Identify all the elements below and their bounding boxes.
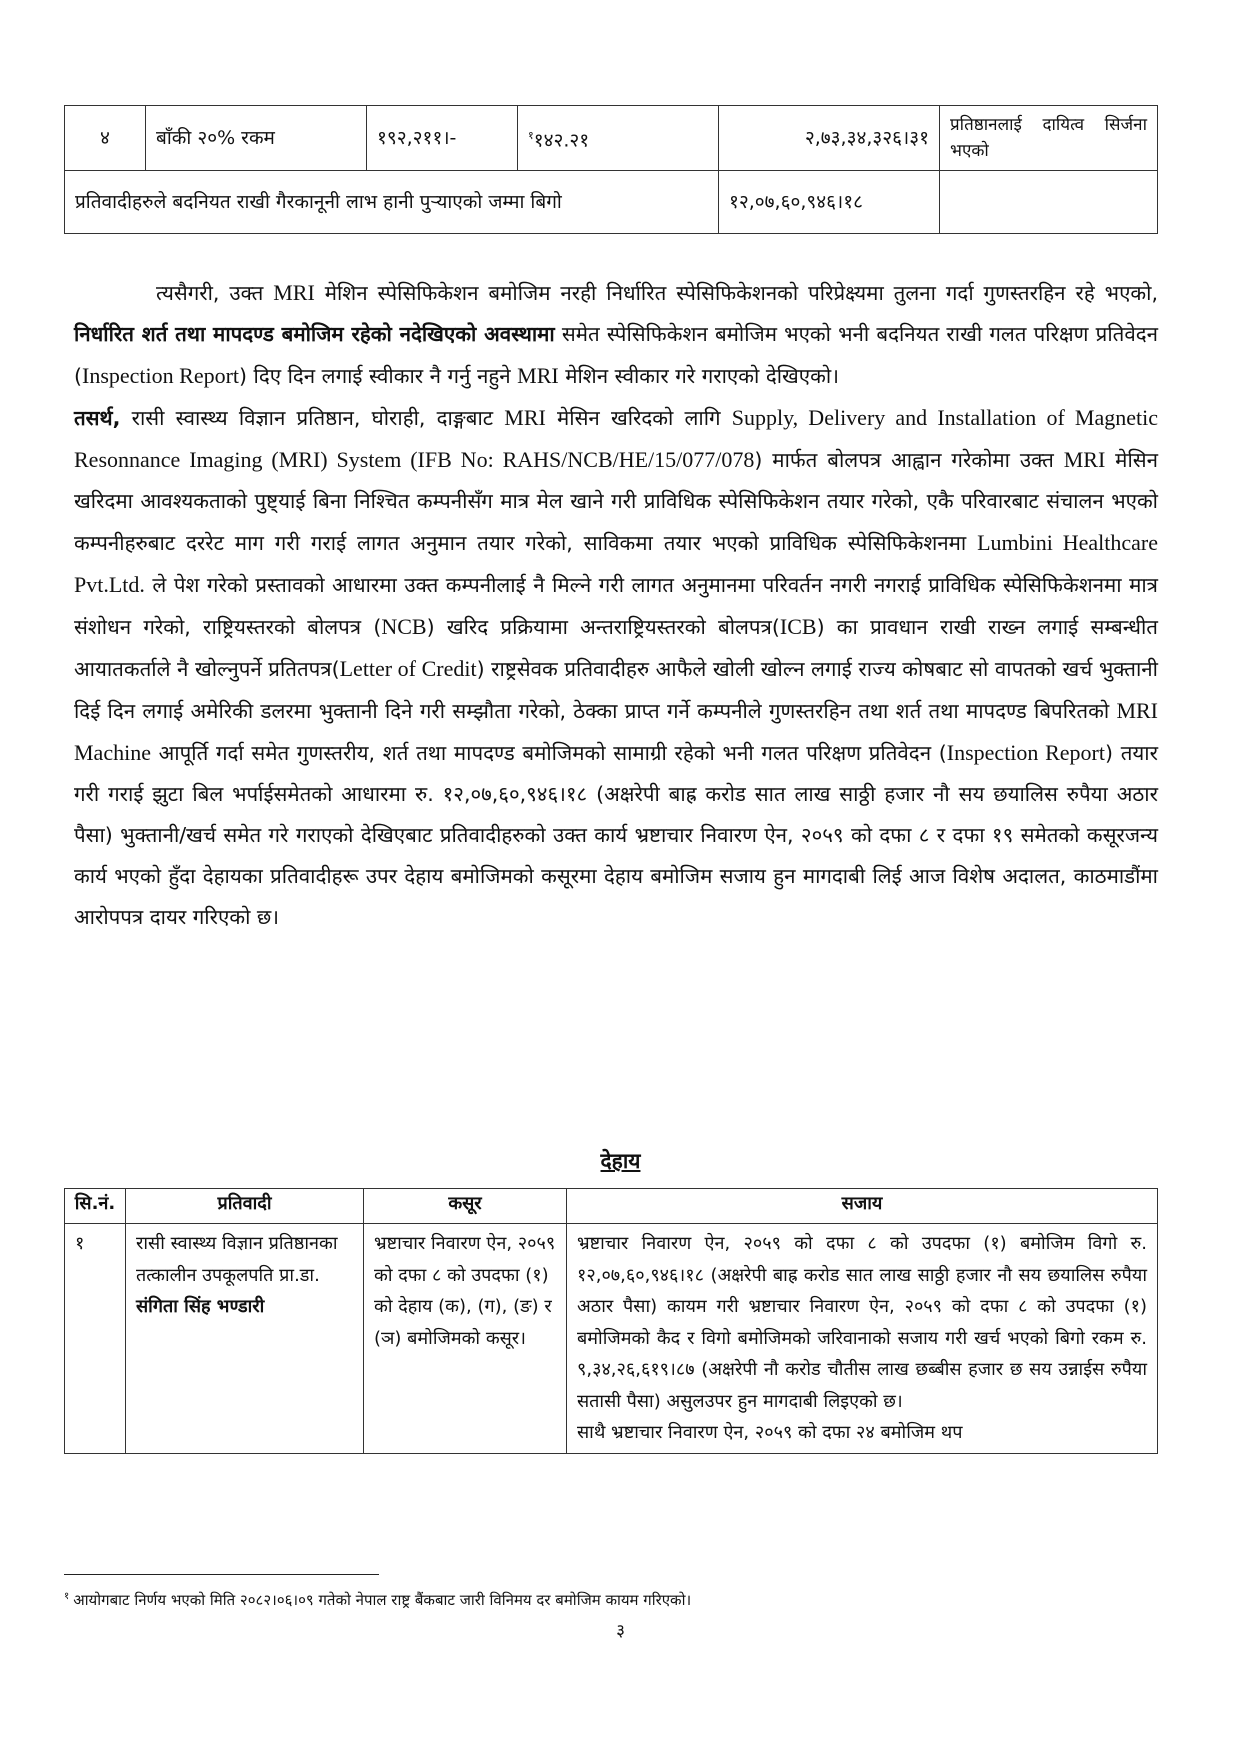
- text-run: मेसिन खरिदको लागि: [545, 406, 732, 430]
- page-number: ३: [616, 1621, 625, 1641]
- text-run: त्यसैगरी, उक्त: [156, 281, 274, 305]
- defendant-name: संगिता सिंह भण्डारी: [136, 1296, 265, 1317]
- table-header-row: [65, 1189, 1158, 1224]
- defendants-table: [64, 1188, 1158, 1454]
- paragraph-2: [74, 397, 1158, 938]
- footnote-text: आयोगबाट निर्णय भएको मिति २०८२।०६।०९ गतेको नेपाल राष्ट्र बैंकबाट जारी विनिमय दर बमोजिम कायम गरिएको।: [73, 1591, 692, 1609]
- total-row: [65, 171, 1158, 234]
- text-run: ले पेश गरेको प्रस्तावको आधारमा उक्त कम्पनीलाई नै मिल्ने गरी लागत अनुमानमा परिवर्तन नगरी नगराई प्राविधिक स्पेसिफिकेशनमा मात्र संशोधन गरेको, राष्ट्रियस्तरको बोलपत्र (: [74, 573, 1158, 639]
- exchange-rate: [518, 106, 719, 171]
- section-heading: देहाय: [600, 1149, 641, 1173]
- penalty-text: भ्रष्टाचार निवारण ऐन, २०५९ को दफा ८ को उपदफा (१) बमोजिम विगो रु. १२,०७,६०,९४६।१८ (अक्षरेपी बाह्र करोड सात लाख साठ्ठी हजार नौ सय छयालिस रुपैया अठार पैसा) कायम गरी भ्रष्टाचार निवारण ऐन, २०५९ को दफा ८ को उपदफा (१) बमोजिमको कैद र विगो बमोजिमको जरिवानाको सजाय गरी खर्च भएको बिगो रकम रु. ९,३४,२६,६१९।८७ (अक्षरेपी नौ करोड चौतीस लाख छब्बीस हजार छ सय उन्नाईस रुपैया सतासी पैसा) असुलउपर हुन मागदाबी लिइएको छ।: [577, 1233, 1147, 1412]
- exchange-rate-value: १४२.२१: [533, 129, 590, 152]
- text-run: आपूर्ति गर्दा समेत गुणस्तरीय, शर्त तथा मापदण्ड बमोजिमको सामाग्री रहेको भनी गलत परिक्षण प्रतिवेदन (: [150, 741, 947, 765]
- npr-amount: २,७३,३४,३२६।३१: [719, 106, 940, 171]
- text-run: Lumbini Healthcare Pvt.Ltd.: [74, 530, 1158, 597]
- usd-amount: १९२,२११।-: [367, 106, 518, 171]
- emphasis-text: निर्धारित शर्त तथा मापदण्ड बमोजिम रहेको नदेखिएको अवस्थामा: [74, 322, 555, 346]
- text-run: MRI: [273, 280, 315, 305]
- text-run: ) राष्ट्रसेवक प्रतिवादीहरु आफैले खोली खोल्न लगाई राज्य कोषबाट सो वापतको खर्च भुक्तानी दिई दिन लगाई अमेरिकी डलरमा भुक्तानी दिने गरी सम्झौता गरेको, ठेक्का प्राप्त गर्ने कम्पनीले गुणस्तरहिन तथा शर्त तथा मापदण्ड बिपरितको: [74, 657, 1158, 723]
- footnote-marker: १: [64, 1591, 70, 1602]
- text-run: मेसिन खरिदमा आवश्यकताको पुष्ट्याई बिना निश्चित कम्पनीसँग मात्र मेल खाने गरी प्राविधिक स्पेसिफिकेशन तयार गरेको, एकै परिवारबाट संचालन भएको कम्पनीहरुबाट दररेट माग गरी गराई लागत अनुमान तयार गरेको, साविकमा तयार भएको प्राविधिक स्पेसिफिकेशनमा: [74, 448, 1158, 555]
- text-run: ) मार्फत बोलपत्र आह्वान गरेकोमा उक्त: [754, 448, 1064, 472]
- text-run: ) खरिद प्रक्रियामा अन्तराष्ट्रियस्तरको बोलपत्र(: [426, 615, 780, 639]
- text-run: NCB: [381, 614, 427, 639]
- remark-cell: [940, 106, 1158, 171]
- offense-cell: भ्रष्टाचार निवारण ऐन, २०५९ को दफा ८ को उपदफा (१) को देहाय (क), (ग), (ङ) र (ञ) बमोजिमको कसूर।: [364, 1224, 567, 1454]
- text-run: ) तयार गरी गराई झुटा बिल भर्पाईसमेतको आधारमा रु. १२,०७,६०,९४६।१८ (अक्षरेपी बाह्र करोड सात लाख साठ्ठी हजार नौ सय छयालिस रुपैया अठार पैसा) भुक्तानी/खर्च समेत गरे गराएको देखिएबाट प्रतिवादीहरुको उक्त कार्य भ्रष्टाचार निवारण ऐन, २०५९ को दफा ८ र दफा १९ समेतको कसूरजन्य कार्य भएको हुँदा देहायका प्रतिवादीहरू उपर देहाय बमोजिमको कसूरमा देहाय बमोजिम सजाय हुन मागदाबी लिई आज विशेष अदालत, काठमाडौंमा आरोपपत्र दायर गरिएको छ।: [74, 741, 1158, 929]
- amount-table: [64, 105, 1158, 234]
- text-run: मेशिन स्वीकार गरे गराएको देखिएको।: [558, 364, 839, 388]
- text-run: Inspection Report: [946, 740, 1105, 765]
- column-header-penalty: सजाय: [567, 1189, 1158, 1224]
- text-run: समेत स्पेसिफिकेशन बमोजिम भएको भनी बदनियत राखी गलत परिक्षण प्रतिवेदन (: [74, 322, 1158, 388]
- text-run: ) दिए दिन लगाई स्वीकार नै गर्नु नहुने: [239, 364, 518, 388]
- remark-line-1: प्रतिष्ठानलाई दायित्व सिर्जना: [950, 115, 1147, 135]
- item-description: बाँकी २०% रकम: [146, 106, 367, 171]
- defendant-title: रासी स्वास्थ्य विज्ञान प्रतिष्ठानका तत्कालीन उपकूलपति प्रा.डा.: [136, 1233, 338, 1286]
- text-run: रासी स्वास्थ्य विज्ञान प्रतिष्ठान, घोराही, दाङ्गबाट: [120, 406, 505, 430]
- total-amount: १२,०७,६०,९४६।१८: [719, 171, 940, 234]
- total-remark: [940, 171, 1158, 234]
- text-run: MRI: [517, 363, 559, 388]
- paragraph-1: [74, 272, 1158, 397]
- text-run: Inspection Report: [82, 363, 240, 388]
- footnote-marker: १: [528, 128, 534, 142]
- serial-number: ४: [65, 106, 146, 171]
- penalty-cell: [567, 1224, 1158, 1454]
- text-run: MRI: [1063, 447, 1106, 472]
- text-run: ICB: [779, 614, 817, 639]
- column-header-offense: कसूर: [364, 1189, 567, 1224]
- table-row: [65, 1224, 1158, 1454]
- text-run: Supply, Delivery and Installation of Magnetic Resonnance Imaging (MRI) System (IFB No: RAHS/NCB/HE/15/077/078: [74, 405, 1158, 472]
- text-run: मेशिन स्पेसिफिकेशन बमोजिम नरही निर्धारित स्पेसिफिकेशनको परिप्रेक्ष्यमा तुलना गर्दा गुणस्तरहिन रहे भएको,: [314, 281, 1158, 305]
- defendant-cell: [126, 1224, 364, 1454]
- footnote: [64, 1588, 1164, 1610]
- footnote-divider: [64, 1574, 379, 1575]
- column-header-sn: सि.नं.: [65, 1189, 126, 1224]
- table-row: [65, 106, 1158, 171]
- column-header-defendant: प्रतिवादी: [126, 1189, 364, 1224]
- serial-number: १: [65, 1224, 126, 1454]
- penalty-continuation: साथै भ्रष्टाचार निवारण ऐन, २०५९ को दफा २४ बमोजिम थप: [577, 1422, 963, 1443]
- text-run: ) का प्रावधान राखी राख्न लगाई सम्बन्धीत आयातकर्ताले नै खोल्नुपर्ने प्रतितपत्र(: [74, 615, 1158, 681]
- text-run: MRI Machine: [74, 698, 1158, 765]
- emphasis-text: तसर्थ,: [74, 406, 121, 430]
- total-label: प्रतिवादीहरुले बदनियत राखी गैरकानूनी लाभ हानी पुर्‍याएको जम्मा बिगो: [65, 171, 719, 234]
- text-run: MRI: [504, 405, 546, 430]
- body-text: [74, 272, 1158, 938]
- remark-line-2: भएको: [950, 141, 989, 161]
- text-run: Letter of Credit: [339, 656, 477, 681]
